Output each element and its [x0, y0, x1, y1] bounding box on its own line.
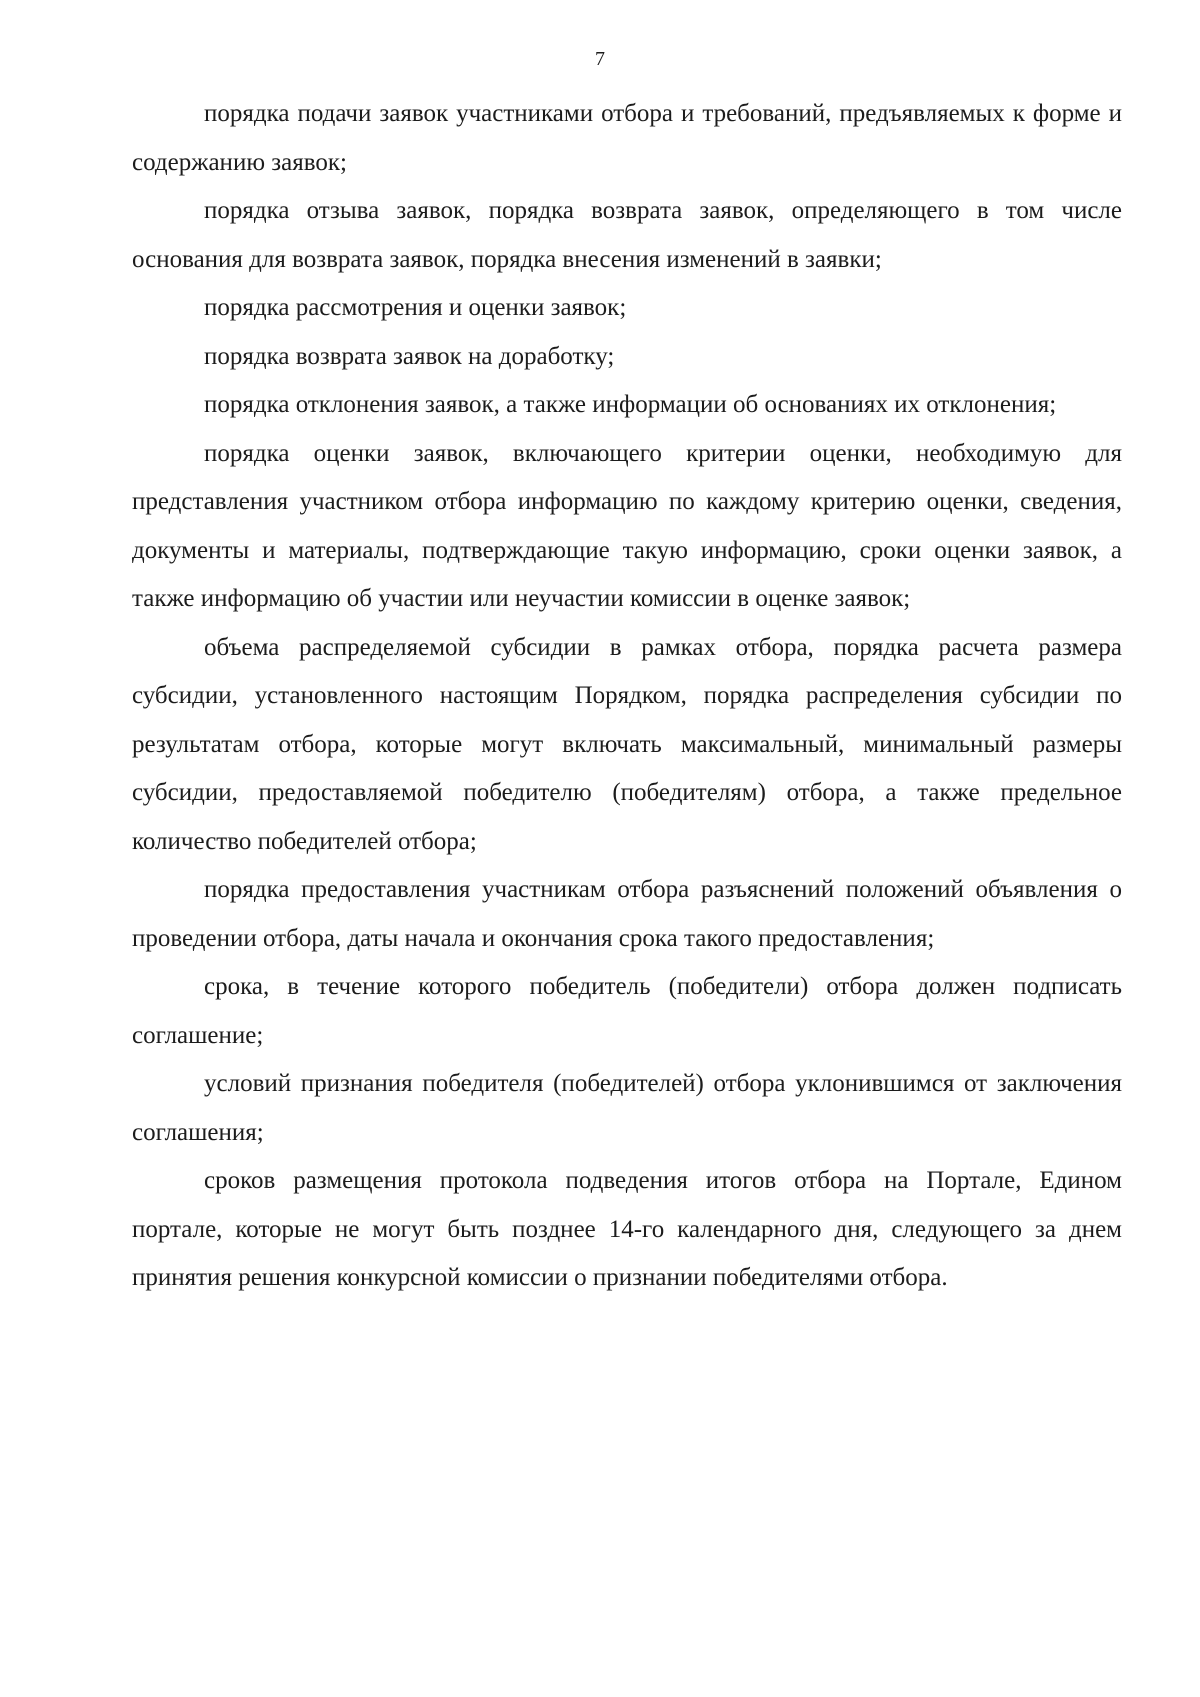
paragraph: порядка рассмотрения и оценки заявок; — [204, 294, 627, 321]
document-body — [132, 90, 1122, 1303]
paragraph: порядка возврата заявок на доработку; — [204, 342, 615, 370]
paragraph: порядка отзыва заявок, порядка возврата заявок, определяющего в том числе основания для возврата заявок, порядка внесения изменений в заявки; — [132, 197, 1122, 273]
paragraph: срока, в течение которого победитель (победители) отбора должен подписать соглашение; — [132, 973, 1122, 1049]
paragraph: порядка подачи заявок участниками отбора и требований, предъявляемых к форме и содержанию заявок; — [132, 100, 1122, 176]
paragraph: объема распределяемой субсидии в рамках отбора, порядка расчета размера субсидии, установленного настоящим Порядком, порядка распределения субсидии по результатам отбора, которые могут включать максимальный, минимальный размеры субсидии, предоставляемой победителю (победителям) отбора, а также предельное количество победителей отбора; — [132, 633, 1122, 855]
page-number: 7 — [595, 48, 605, 70]
paragraph: порядка предоставления участникам отбора разъяснений положений объявления о проведении отбора, даты начала и окончания срока такого предоставления; — [132, 876, 1122, 952]
paragraph: условий признания победителя (победителей) отбора уклонившимся от заключения соглашения; — [132, 1070, 1122, 1146]
paragraph: сроков размещения протокола подведения итогов отбора на Портале, Едином портале, которые не могут быть позднее 14-го календарного дня, следующего за днем принятия решения конкурсной комиссии о признании победителями отбора. — [132, 1167, 1122, 1291]
paragraph: порядка отклонения заявок, а также информации об основаниях их отклонения; — [204, 391, 1057, 418]
paragraph: порядка оценки заявок, включающего критерии оценки, необходимую для представления участником отбора информацию по каждому критерию оценки, сведения, документы и материалы, подтверждающие такую информацию, сроки оценки заявок, а также информацию об участии или неучастии комиссии в оценке заявок; — [132, 439, 1122, 612]
